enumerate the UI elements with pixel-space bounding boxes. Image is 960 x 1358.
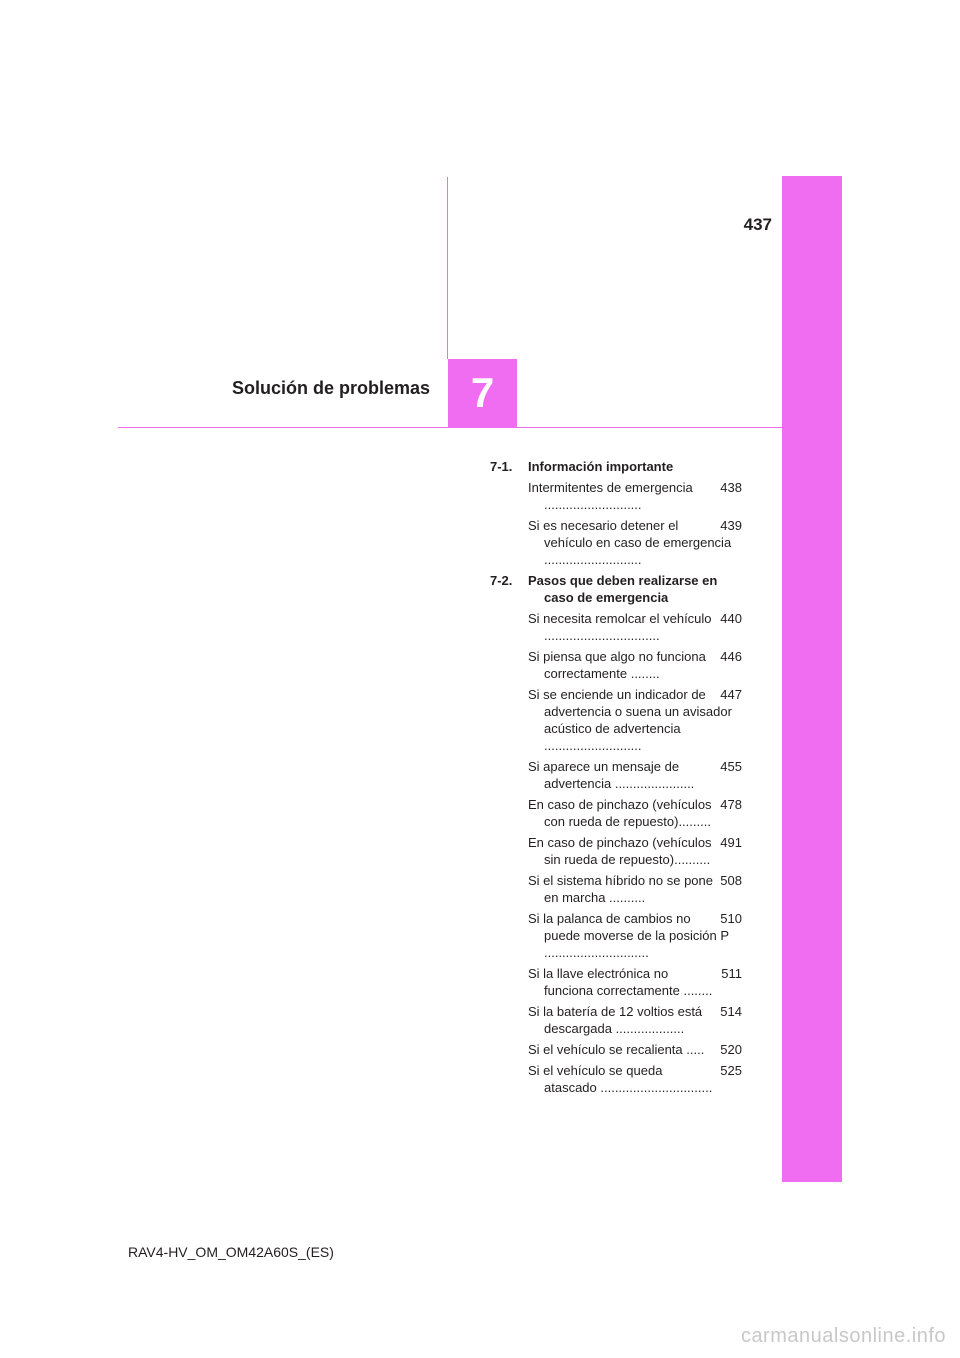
toc-entry[interactable] (528, 910, 742, 961)
section-title: Información importante (528, 459, 674, 474)
toc-entry[interactable] (528, 479, 742, 513)
toc-entry[interactable] (528, 1062, 742, 1096)
document-code-footer: RAV4-HV_OM_OM42A60S_(ES) (128, 1244, 334, 1260)
entry-leader: .......... (674, 852, 711, 867)
entry-page: 508 (717, 872, 742, 889)
toc-entry[interactable] (528, 1003, 742, 1037)
entry-page: 440 (717, 610, 742, 627)
entry-leader: .......... (609, 890, 646, 905)
toc-entry[interactable] (528, 610, 742, 644)
entry-leader: ................................ (544, 628, 660, 643)
entry-page: 439 (717, 517, 742, 534)
entry-page: 438 (717, 479, 742, 496)
section-heading (490, 572, 742, 606)
entry-text: En caso de pinchazo (vehículos con rueda de repuesto) (528, 797, 712, 829)
entry-text: Intermitentes de emergencia (528, 480, 693, 495)
entry-page: 447 (717, 686, 742, 703)
entry-text: Si el vehículo se recalienta (528, 1042, 687, 1057)
entry-leader: ............................. (544, 945, 649, 960)
entry-page: 478 (717, 796, 742, 813)
entry-leader: ........ (630, 666, 660, 681)
entry-leader: ........................... (544, 738, 642, 753)
entry-text: Si la batería de 12 voltios está descargada (528, 1004, 703, 1036)
entry-text: Si piensa que algo no funciona correctamente (528, 649, 706, 681)
toc-entry[interactable] (528, 517, 742, 568)
toc-entry[interactable] (528, 834, 742, 868)
section-number: 7-1. (490, 459, 513, 474)
entry-text: Si aparece un mensaje de advertencia (528, 759, 680, 791)
toc-section-7-1 (490, 458, 742, 568)
entry-page: 514 (717, 1003, 742, 1020)
chapter-number-box (448, 359, 517, 427)
entry-text: Si el sistema híbrido no se pone en marcha (528, 873, 713, 905)
chapter-title: Solución de problemas (231, 378, 430, 398)
entry-text: Si se enciende un indicador de advertencia o suena un avisador acústico de advertencia (528, 687, 732, 736)
header-horizontal-rule (118, 427, 782, 428)
entry-page: 525 (717, 1062, 742, 1079)
entry-text: Si el vehículo se queda atascado (528, 1063, 663, 1095)
entry-leader: ............................... (600, 1080, 713, 1095)
section-title: Pasos que deben realizarse en caso de emergencia (528, 573, 718, 605)
entry-page: 510 (717, 910, 742, 927)
toc-entry[interactable] (528, 758, 742, 792)
section-number: 7-2. (490, 573, 513, 588)
watermark: carmanualsonline.info (740, 1325, 946, 1347)
entry-leader: ........ (683, 983, 713, 998)
chapter-side-tab (782, 176, 842, 1182)
toc-entry[interactable] (528, 796, 742, 830)
toc-entry[interactable] (528, 1041, 742, 1058)
entry-leader: ................... (615, 1021, 685, 1036)
entry-page: 491 (717, 834, 742, 851)
entry-leader: ..... (686, 1042, 705, 1057)
toc-entry[interactable] (528, 965, 742, 999)
entry-page: 520 (717, 1041, 742, 1058)
entry-leader: ......... (678, 814, 711, 829)
toc-section-7-2 (490, 572, 742, 1096)
entry-text: Si la palanca de cambios no puede moverse de la posición P (528, 911, 729, 943)
entry-leader: ...................... (614, 776, 695, 791)
section-heading (490, 458, 742, 475)
entry-text: Si necesita remolcar el vehículo (528, 611, 712, 626)
entry-page: 446 (717, 648, 742, 665)
chapter-number: 7 (470, 369, 495, 416)
table-of-contents (490, 458, 742, 1100)
toc-entry[interactable] (528, 872, 742, 906)
toc-entry[interactable] (528, 648, 742, 682)
page-number: 437 (743, 215, 772, 234)
entry-leader: ........................... (544, 497, 642, 512)
toc-entry[interactable] (528, 686, 742, 754)
header-vertical-rule (447, 177, 448, 359)
entry-text: Si es necesario detener el vehículo en caso de emergencia (528, 518, 732, 550)
entry-page: 455 (717, 758, 742, 775)
entry-leader: ........................... (544, 552, 642, 567)
entry-text: Si la llave electrónica no funciona correctamente (528, 966, 684, 998)
entry-text: En caso de pinchazo (vehículos sin rueda de repuesto) (528, 835, 712, 867)
entry-page: 511 (718, 965, 742, 982)
